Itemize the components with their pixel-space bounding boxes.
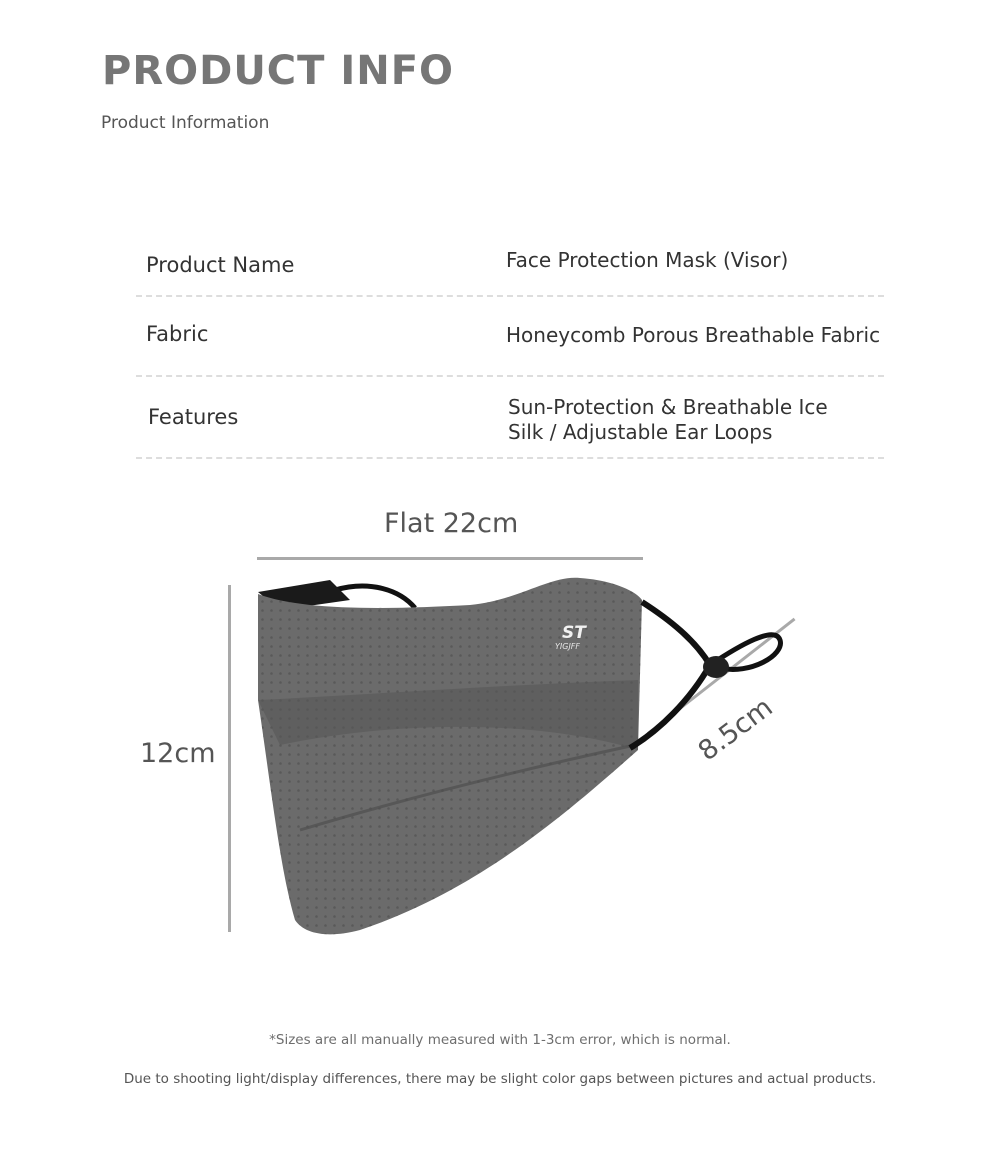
- face-mask-image: [240, 570, 800, 940]
- spec-label: Features: [148, 405, 239, 429]
- dimension-width-label: Flat 22cm: [384, 508, 519, 539]
- size-disclaimer: *Sizes are all manually measured with 1-3cm error, which is normal.: [269, 1032, 731, 1048]
- mask-logo: ST: [562, 623, 586, 643]
- color-disclaimer: Due to shooting light/display differences, there may be slight color gaps between pictures and actual products.: [123, 1071, 877, 1087]
- spec-label: Product Name: [146, 253, 295, 277]
- page-subtitle: Product Information: [101, 113, 270, 133]
- mask-logo-subtext: YIGJFF: [555, 642, 581, 651]
- spec-value: Face Protection Mask (Visor): [506, 248, 789, 272]
- spec-row-product-name: [136, 232, 884, 297]
- spec-row-fabric: [136, 297, 884, 377]
- cord-lock: [703, 656, 729, 678]
- dimension-height-label: 12cm: [140, 738, 216, 769]
- ear-loop-front: [630, 602, 710, 748]
- page-title: PRODUCT INFO: [102, 48, 455, 94]
- spec-row-features: [136, 377, 884, 459]
- spec-value: Sun-Protection & Breathable Ice Silk / Adjustable Ear Loops: [508, 395, 828, 444]
- dimension-depth-label: 8.5cm: [692, 691, 779, 768]
- dimension-height-line: [228, 585, 231, 932]
- dimension-width-line: [257, 557, 643, 560]
- spec-value: Honeycomb Porous Breathable Fabric: [506, 323, 881, 347]
- spec-label: Fabric: [146, 322, 209, 346]
- spec-table: [136, 232, 884, 459]
